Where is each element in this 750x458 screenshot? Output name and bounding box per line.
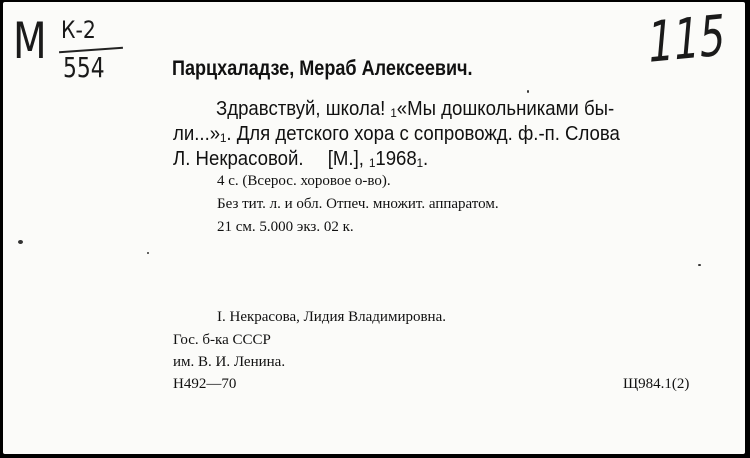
handwritten-letter: М bbox=[13, 12, 46, 70]
speck bbox=[527, 90, 529, 93]
speck bbox=[698, 264, 701, 266]
physical-description: 4 с. (Всерос. хоровое о-во). bbox=[217, 173, 391, 189]
handwritten-shelf-code: К-2 bbox=[61, 16, 96, 44]
title-line-1: Здравствуй, школа! ₁«Мы дошкольниками бы- bbox=[216, 98, 615, 120]
title-line-2: ли...»₁. Для детского хора с сопровожд. ф.-п. Слова bbox=[173, 123, 620, 145]
author-heading: Парцхаладзе, Мераб Алексеевич. bbox=[172, 57, 473, 80]
title-line-3 bbox=[173, 149, 428, 169]
card-code-left: Н492—70 bbox=[173, 376, 237, 392]
library-name-cont: им. В. И. Ленина. bbox=[173, 354, 286, 370]
lyricist-name: Л. Некрасовой. bbox=[173, 148, 304, 170]
catalog-card bbox=[3, 2, 745, 454]
library-name: Гос. б-ка СССР bbox=[173, 332, 271, 348]
speck bbox=[147, 252, 149, 254]
publication-info: [М.], ₁1968₁. bbox=[327, 148, 429, 170]
handwritten-card-number: 115 bbox=[646, 3, 727, 76]
tracing-entry: I. Некрасова, Лидия Владимировна. bbox=[217, 309, 446, 325]
production-note: Без тит. л. и обл. Отпеч. множит. аппаратом. bbox=[217, 196, 499, 212]
speck bbox=[18, 240, 23, 244]
handwritten-shelf-number: 554 bbox=[63, 51, 105, 84]
card-code-right: Щ984.1(2) bbox=[623, 376, 690, 392]
size-and-print-run: 21 см. 5.000 экз. 02 к. bbox=[217, 219, 354, 235]
